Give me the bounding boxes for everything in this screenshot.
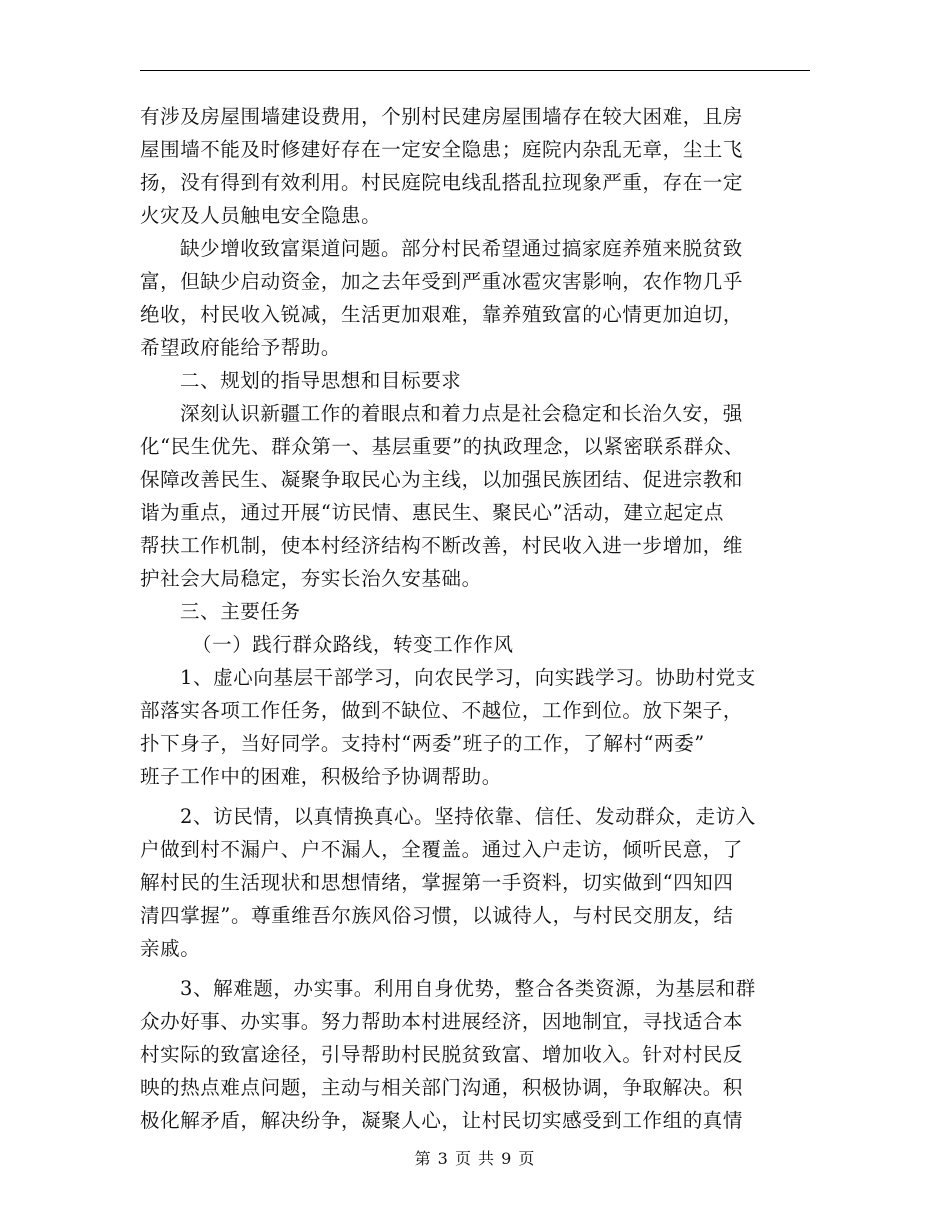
section-heading: 二、规划的指导思想和目标要求 bbox=[180, 369, 462, 392]
text-line: 屋围墙不能及时修建好存在一定安全隐患；庭院内杂乱无章，尘土飞 bbox=[140, 138, 744, 161]
text-line: 映的热点难点问题，主动与相关部门沟通，积极协调，争取解决。积 bbox=[140, 1076, 744, 1099]
text-line: 班子工作中的困难，积极给予协调帮助。 bbox=[140, 765, 502, 788]
header-rule bbox=[140, 70, 810, 71]
text-line: 扑下身子，当好同学。支持村“两委”班子的工作，了解村“两委” bbox=[140, 732, 705, 755]
text-line: 化“民生优先、群众第一、基层重要”的执政理念，以紧密联系群众、 bbox=[140, 435, 745, 458]
text-line: 村实际的致富途径，引导帮助村民脱贫致富、增加收入。针对村民反 bbox=[140, 1043, 744, 1066]
paragraph-start-line: 1、虚心向基层干部学习，向农民学习，向实践学习。协助村党支 bbox=[180, 666, 756, 689]
text-line: 富，但缺少启动资金，加之去年受到严重冰雹灾害影响，农作物几乎 bbox=[140, 270, 744, 293]
text-line: 亲戚。 bbox=[140, 937, 201, 960]
text-line: 帮扶工作机制，使本村经济结构不断改善，村民收入进一步增加，维 bbox=[140, 534, 744, 557]
text-line: 清四掌握”。尊重维吾尔族风俗习惯，以诚待人，与村民交朋友，结 bbox=[140, 904, 734, 927]
text-line: 绝收，村民收入锐减，生活更加艰难，靠养殖致富的心情更加迫切， bbox=[140, 303, 744, 326]
text-line: 谐为重点，通过开展“访民情、惠民生、聚民心”活动，建立起定点 bbox=[140, 501, 724, 524]
text-line: 解村民的生活现状和思想情绪，掌握第一手资料，切实做到“四知四 bbox=[140, 871, 734, 894]
text-line: 希望政府能给予帮助。 bbox=[140, 336, 342, 359]
text-line: 户做到村不漏户、户不漏人，全覆盖。通过入户走访，倾听民意，了 bbox=[140, 838, 744, 861]
text-line: 部落实各项工作任务，做到不缺位、不越位，工作到位。放下架子， bbox=[140, 699, 744, 722]
subsection-heading: （一）践行群众路线，转变工作作风 bbox=[192, 633, 514, 656]
paragraph-start-line: 3、解难题，办实事。利用自身优势，整合各类资源，为基层和群 bbox=[180, 977, 756, 1000]
text-line: 保障改善民生、凝聚争取民心为主线，以加强民族团结、促进宗教和 bbox=[140, 468, 744, 491]
text-line: 有涉及房屋围墙建设费用，个别村民建房屋围墙存在较大困难，且房 bbox=[140, 105, 744, 128]
text-line: 火灾及人员触电安全隐患。 bbox=[140, 204, 382, 227]
paragraph-start-line: 深刻认识新疆工作的着眼点和着力点是社会稳定和长治久安，强 bbox=[180, 402, 743, 425]
paragraph-start-line: 2、访民情，以真情换真心。坚持依靠、信任、发动群众，走访入 bbox=[180, 805, 756, 828]
document-body bbox=[140, 100, 820, 1137]
text-line: 护社会大局稳定，夯实长治久安基础。 bbox=[140, 567, 482, 590]
text-line: 扬，没有得到有效利用。村民庭院电线乱搭乱拉现象严重，存在一定 bbox=[140, 171, 744, 194]
paragraph-start-line: 缺少增收致富渠道问题。部分村民希望通过搞家庭养殖来脱贫致 bbox=[180, 237, 743, 260]
text-line: 极化解矛盾，解决纷争，凝聚人心，让村民切实感受到工作组的真情 bbox=[140, 1109, 744, 1132]
text-line: 众办好事、办实事。努力帮助本村进展经济，因地制宜，寻找适合本 bbox=[140, 1010, 744, 1033]
page-number-footer: 第 3 页 共 9 页 bbox=[414, 1149, 536, 1168]
section-heading: 三、主要任务 bbox=[180, 600, 301, 623]
